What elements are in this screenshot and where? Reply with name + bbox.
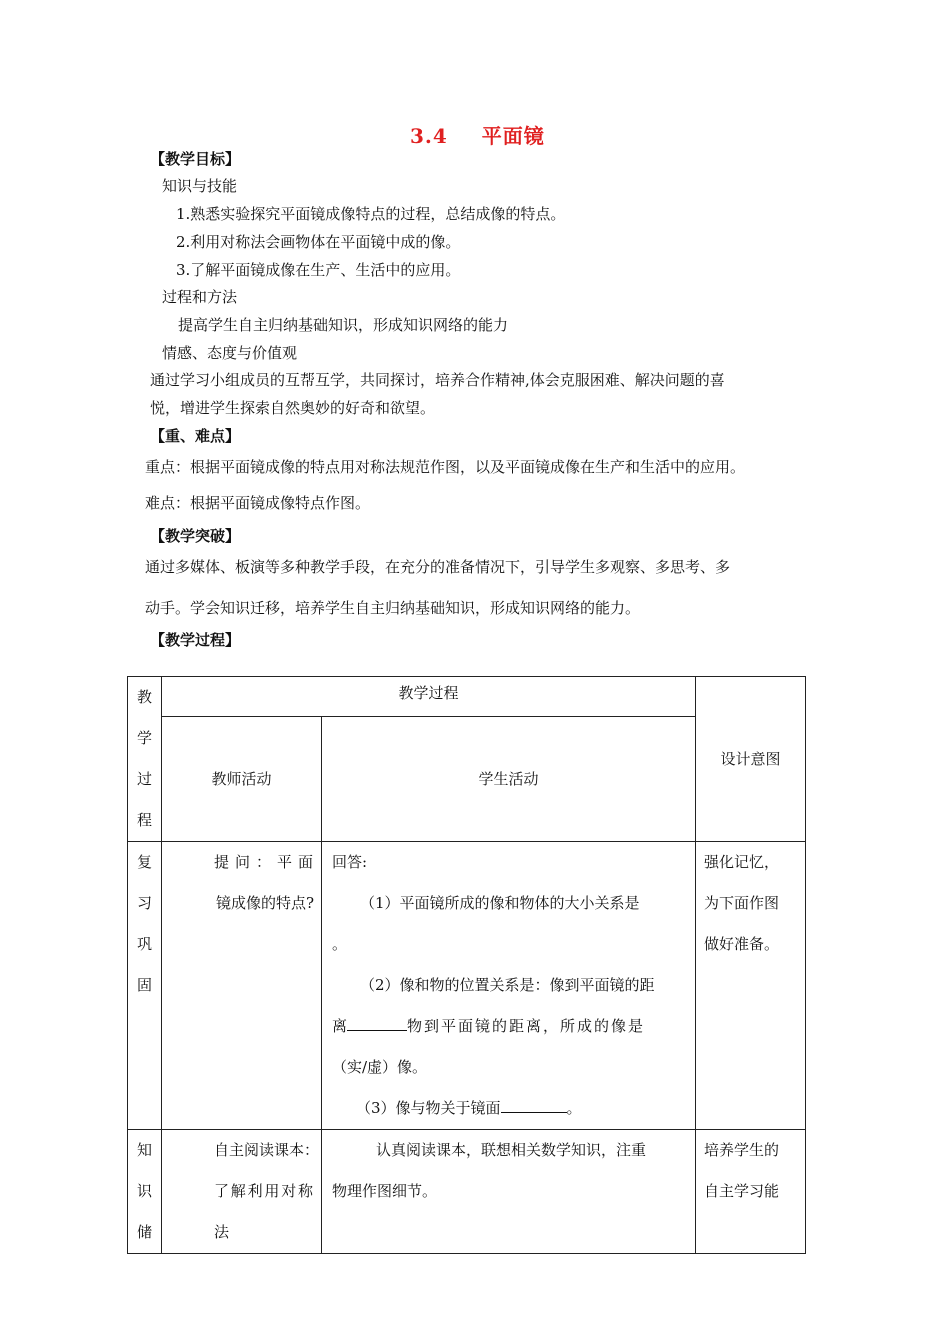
key-points-heading: 【重、难点】 [150, 427, 241, 445]
goals-heading: 【教学目标】 [150, 150, 241, 168]
breakthrough-line-1: 通过多媒体、板演等多种教学手段，在充分的准备情况下，引导学生多观察、多思考、多 [145, 558, 731, 576]
knowledge-item-3: 3.了解平面镜成像在生产、生活中的应用。 [176, 261, 461, 279]
teaching-process-table [127, 676, 806, 1254]
table-row [128, 842, 806, 1130]
design-header: 设计意图 [696, 677, 806, 842]
section-number: 3.4 [410, 124, 448, 148]
method-heading: 过程和方法 [162, 288, 238, 306]
design-intent-cell: 培养学生的 自主学习能 [696, 1130, 806, 1254]
student-header: 学生活动 [322, 716, 696, 841]
section-title: 平面镜 [481, 124, 545, 148]
page-title [410, 126, 545, 146]
student-activity-cell: 回答: （1）平面镜所成的像和物体的大小关系是 。 （2）像和物的位置关系是：像到平面镜的距 离 物到平面镜的距离，所成的像是 （实/虚）像。 （3）像与物关于镜面 。 [322, 842, 696, 1130]
design-intent-cell: 强化记忆， 为下面作图 做好准备。 [696, 842, 806, 1130]
knowledge-heading: 知识与技能 [162, 177, 238, 195]
breakthrough-heading: 【教学突破】 [150, 527, 241, 545]
blank-symmetry [501, 1098, 567, 1113]
emotion-line-1: 通过学习小组成员的互帮互学，共同探讨，培养合作精神,体会克服困难、解决问题的喜 [150, 371, 725, 389]
table-row [128, 1130, 806, 1254]
key-point-text: 重点：根据平面镜成像的特点用对称法规范作图，以及平面镜成像在生产和生活中的应用。 [145, 458, 746, 476]
emotion-heading: 情感、态度与价值观 [162, 344, 298, 362]
knowledge-item-1: 1.熟悉实验探究平面镜成像特点的过程，总结成像的特点。 [176, 205, 566, 223]
stage-cell: 知 识 储 [128, 1130, 162, 1254]
blank-distance [347, 1016, 407, 1031]
emotion-line-2: 悦，增进学生探索自然奥妙的好奇和欲望。 [150, 399, 436, 417]
breakthrough-line-2: 动手。学会知识迁移，培养学生自主归纳基础知识，形成知识网络的能力。 [145, 599, 641, 617]
stage-cell: 复 习 巩 固 [128, 842, 162, 1130]
teacher-activity-cell: 提问：平面 镜成像的特点? [162, 842, 322, 1130]
teacher-header: 教师活动 [162, 716, 322, 841]
teacher-activity-cell: 自主阅读课本： 了解利用对称法 [162, 1130, 322, 1254]
process-header: 教学过程 [162, 677, 696, 717]
stage-column-header: 教 学 过 程 [128, 677, 162, 842]
method-text: 提高学生自主归纳基础知识，形成知识网络的能力 [178, 316, 509, 334]
process-heading: 【教学过程】 [150, 631, 241, 649]
difficult-point-text: 难点：根据平面镜成像特点作图。 [145, 494, 371, 512]
student-activity-cell: 认真阅读课本，联想相关数学知识，注重 物理作图细节。 [322, 1130, 696, 1254]
knowledge-item-2: 2.利用对称法会画物体在平面镜中成的像。 [176, 233, 461, 251]
